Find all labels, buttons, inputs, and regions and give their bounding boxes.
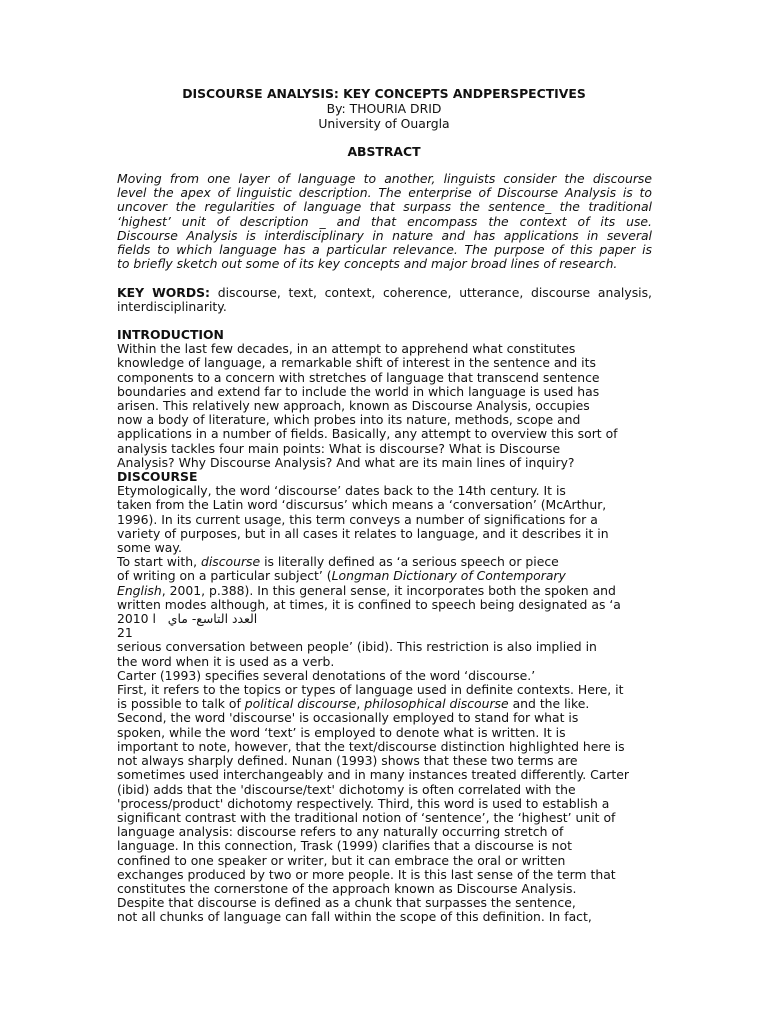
discourse-line: some way. [117, 540, 182, 556]
emphasis-run: English [117, 582, 162, 598]
intro-line: Analysis? Why Discourse Analysis? And what are its main lines of inquiry? [117, 454, 575, 470]
body-line: constitutes the cornerstone of the approach known as Discourse Analysis. [117, 880, 577, 896]
discourse-line: Etymologically, the word ‘discourse’ dates back to the 14th century. It is [117, 483, 566, 499]
text-run: is literally defined as ‘a serious speech or piece [260, 554, 559, 570]
discourse-line: variety of purposes, but in all cases it relates to language, and it describes it in [117, 525, 609, 541]
abstract-line: fields to which language has a particular relevance. The purpose of this paper is [117, 242, 652, 258]
body-line: the word when it is used as a verb. [117, 653, 335, 669]
introduction-heading: INTRODUCTION [117, 327, 224, 342]
body-line: 'process/product' dichotomy respectively. Third, this word is used to establish a [117, 795, 610, 811]
emphasis-run: philosophical discourse [364, 696, 509, 712]
definition-line: written modes although, at times, it is confined to speech being designated as ‘a [117, 596, 621, 612]
intro-line: knowledge of language, a remarkable shift of interest in the sentence and its [117, 355, 596, 371]
title-block [0, 87, 768, 131]
body-line: First, it refers to the topics or types of language used in definite contexts. Here, it [117, 682, 624, 698]
definition-line [117, 584, 657, 598]
keywords-line: interdisciplinarity. [117, 299, 227, 315]
body-line: Despite that discourse is defined as a chunk that surpasses the sentence, [117, 895, 576, 911]
author-byline: By: THOURIA DRID [326, 100, 442, 116]
abstract-line: to briefly sketch out some of its key concepts and major broad lines of research. [117, 256, 618, 272]
text-run: To start with, [117, 554, 201, 570]
definition-line [117, 569, 657, 583]
keywords-line [117, 286, 652, 300]
intro-line: components to a concern with stretches of language that transcend sentence [117, 369, 600, 385]
body-line: serious conversation between people’ (ibid). This restriction is also implied in [117, 639, 597, 655]
text-run: and the like. [508, 696, 590, 712]
footer-journal-issue: العدد التاسع- ماي [167, 611, 258, 627]
keywords-text: discourse, text, context, coherence, utterance, discourse analysis, [210, 285, 652, 300]
abstract-line: ‘highest’ unit of description _ and that encompass the context of its use. [117, 213, 652, 229]
abstract-line: Moving from one layer of language to another, linguists consider the discourse [117, 171, 652, 186]
text-run: is possible to talk of [117, 696, 245, 712]
emphasis-run: Longman Dictionary of Contemporary [331, 568, 566, 584]
body-line: not all chunks of language can fall within the scope of this definition. In fact, [117, 909, 592, 925]
body-line [117, 697, 657, 711]
body-line: confined to one speaker or writer, but it can embrace the oral or written [117, 852, 566, 868]
keywords-paragraph [117, 286, 652, 314]
abstract-line: uncover the regularities of language that surpass the sentence_ the traditional [117, 199, 652, 215]
body-line: not always sharply defined. Nunan (1993) shows that these two terms are [117, 753, 578, 769]
emphasis-run: discourse [200, 554, 261, 570]
intro-line: boundaries and extend far to include the world in which language is used has [117, 383, 600, 399]
footer-mark: ﺍ [152, 611, 156, 627]
emphasis-run: political discourse [244, 696, 357, 712]
text-run: , [356, 696, 365, 712]
intro-line: applications in a number of fields. Basically, any attempt to overview this sort of [117, 426, 618, 442]
keywords-label: KEY WORDS: [117, 285, 211, 300]
abstract-line: Discourse Analysis is interdisciplinary in nature and has applications in several [117, 227, 652, 243]
page-number: 21 [117, 625, 133, 641]
body-text [117, 328, 657, 925]
intro-line: now a body of literature, which probes into its nature, methods, scope and [117, 412, 581, 428]
abstract-line: level the apex of linguistic description. The enterprise of Discourse Analysis is to [117, 185, 652, 201]
abstract-paragraph [117, 172, 652, 271]
body-line: language analysis: discourse refers to any naturally occurring stretch of [117, 824, 564, 840]
text-run: of writing on a particular subject’ ( [117, 568, 332, 584]
body-line: sometimes used interchangeably and in many instances treated differently. Carter [117, 767, 629, 783]
intro-line: Within the last few decades, in an attempt to apprehend what constitutes [117, 341, 576, 357]
journal-footer [117, 612, 657, 626]
abstract-heading: ABSTRACT [347, 144, 421, 159]
body-line: (ibid) adds that the 'discourse/text' dichotomy is often correlated with the [117, 781, 576, 797]
body-line: exchanges produced by two or more people. It is this last sense of the term that [117, 866, 616, 882]
body-line: Carter (1993) specifies several denotations of the word ‘discourse.’ [117, 667, 536, 683]
intro-line: analysis tackles four main points: What is discourse? What is Discourse [117, 440, 561, 456]
discourse-line: 1996). In its current usage, this term conveys a number of significations for a [117, 511, 598, 527]
body-line: Second, the word 'discourse' is occasionally employed to stand for what is [117, 710, 579, 726]
body-line: important to note, however, that the text/discourse distinction highlighted here is [117, 738, 625, 754]
paper-title: DISCOURSE ANALYSIS: KEY CONCEPTS ANDPERSPECTIVES [182, 86, 586, 101]
body-line: spoken, while the word ‘text’ is employed to denote what is written. It is [117, 724, 566, 740]
intro-line: arisen. This relatively new approach, known as Discourse Analysis, occupies [117, 398, 590, 414]
discourse-line: taken from the Latin word ‘discursus’ which means a ‘conversation’ (McArthur, [117, 497, 607, 513]
body-line: significant contrast with the traditional notion of ‘sentence’, the ‘highest’ unit of [117, 809, 616, 825]
discourse-heading: DISCOURSE [117, 469, 198, 485]
definition-line [117, 555, 657, 569]
author-affiliation: University of Ouargla [318, 115, 450, 131]
footer-year: 2010 [117, 611, 149, 627]
body-line: language. In this connection, Trask (1999) clarifies that a discourse is not [117, 838, 572, 854]
text-run: , 2001, p.388). In this general sense, it incorporates both the spoken and [161, 582, 616, 598]
